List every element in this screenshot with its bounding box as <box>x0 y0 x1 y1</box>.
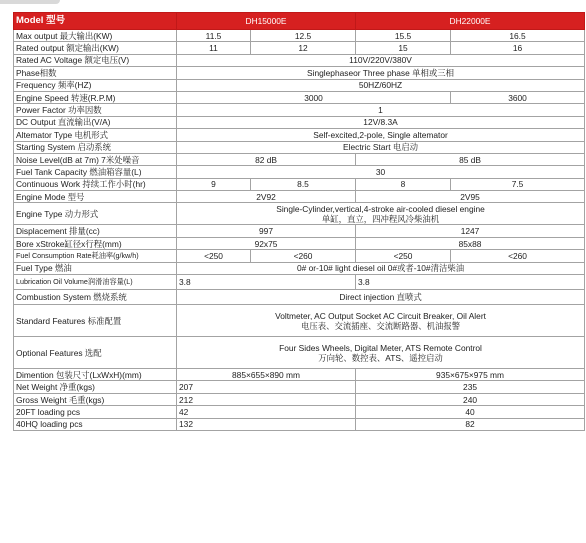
spec-table <box>13 12 585 431</box>
cell: 12V/8.3A <box>177 116 585 128</box>
standard-en: Voltmeter, AC Output Socket AC Circuit Breaker, Oil Alert <box>275 310 486 321</box>
row-label: Continuous Work 持续工作小时(hr) <box>14 178 177 190</box>
cell: 935×675×975 mm <box>356 369 585 381</box>
row-frequency <box>14 79 585 91</box>
row-engine-type <box>14 203 585 225</box>
cell: 42 <box>177 406 356 418</box>
cell <box>177 337 585 369</box>
row-engine-speed <box>14 91 585 103</box>
cell: 11.5 <box>177 30 251 42</box>
cell: 15.5 <box>356 30 451 42</box>
row-label: Displacement 排量(cc) <box>14 225 177 237</box>
cell: 85x88 <box>356 237 585 249</box>
cell: 3.8 <box>356 275 585 290</box>
row-alternator <box>14 129 585 141</box>
cell: 0# or-10# light diesel oil 0#或者-10#清洁柴油 <box>177 262 585 274</box>
cell: 3000 <box>177 91 451 103</box>
decorative-swoosh <box>0 0 60 4</box>
model-dh22000e: DH22000E <box>356 13 585 30</box>
row-label: Standard Features 标准配置 <box>14 305 177 337</box>
cell: 8 <box>356 178 451 190</box>
cell: 7.5 <box>451 178 585 190</box>
cell: Self-excited,2-pole, Single altemator <box>177 129 585 141</box>
row-label: Fuel Tank Capacity 燃油箱容量(L) <box>14 166 177 178</box>
cell: <260 <box>251 250 356 262</box>
cell: 3600 <box>451 91 585 103</box>
cell: 240 <box>356 393 585 405</box>
cell: 1247 <box>356 225 585 237</box>
row-label: DC Output 直流输出(V/A) <box>14 116 177 128</box>
cell: 207 <box>177 381 356 393</box>
optional-cn: 万向轮、数控表、ATS、遥控启动 <box>318 352 443 363</box>
cell: <250 <box>177 250 251 262</box>
cell: 50HZ/60HZ <box>177 79 585 91</box>
row-label: Lubrication Oil Volume润滑油容量(L) <box>14 275 177 290</box>
cell: 2V95 <box>356 191 585 203</box>
row-bore-stroke <box>14 237 585 249</box>
row-rated-output <box>14 42 585 54</box>
cell: 8.5 <box>251 178 356 190</box>
row-label: Max output 最大输出(KW) <box>14 30 177 42</box>
cell <box>177 305 585 337</box>
cell: 82 dB <box>177 153 356 165</box>
row-20ft <box>14 406 585 418</box>
cell: 997 <box>177 225 356 237</box>
row-standard-features <box>14 305 585 337</box>
cell: Direct injection 直喷式 <box>177 290 585 305</box>
cell: 2V92 <box>177 191 356 203</box>
cell: 3.8 <box>177 275 356 290</box>
row-label: Bore xStroke缸径x行程(mm) <box>14 237 177 249</box>
header-row <box>14 13 585 30</box>
row-label: Power Factor 功率因数 <box>14 104 177 116</box>
cell: 30 <box>177 166 585 178</box>
row-combustion <box>14 290 585 305</box>
cell: 9 <box>177 178 251 190</box>
row-engine-mode <box>14 191 585 203</box>
cell: 885×655×890 mm <box>177 369 356 381</box>
engine-type-en: Single-Cylinder,vertical,4-stroke air-cooled diesel engine <box>276 203 485 214</box>
row-label: Fuel Consumption Rate耗油率(g/kw/h) <box>14 250 177 262</box>
row-fuel-type <box>14 262 585 274</box>
cell <box>177 203 585 225</box>
row-label: Rated AC Voltage 额定电压(V) <box>14 54 177 66</box>
cell: 235 <box>356 381 585 393</box>
row-40hq <box>14 418 585 430</box>
cell: 110V/220V/380V <box>177 54 585 66</box>
cell: 11 <box>177 42 251 54</box>
row-continuous-work <box>14 178 585 190</box>
cell: 82 <box>356 418 585 430</box>
cell: 1 <box>177 104 585 116</box>
cell: 16 <box>451 42 585 54</box>
row-starting <box>14 141 585 153</box>
row-net-weight <box>14 381 585 393</box>
cell: 15 <box>356 42 451 54</box>
row-label: Engine Speed 转速(R.P.M) <box>14 91 177 103</box>
row-label: Altemator Type 电机形式 <box>14 129 177 141</box>
row-max-output <box>14 30 585 42</box>
cell: 16.5 <box>451 30 585 42</box>
optional-en: Four Sides Wheels, Digital Meter, ATS Remote Control <box>279 342 482 353</box>
standard-cn: 电压表、交流插座、交流断路器、机油报警 <box>300 320 461 331</box>
row-fuel-consumption <box>14 250 585 262</box>
top-decoration <box>0 0 586 10</box>
row-label: Noise Level(dB at 7m) 7米处噪音 <box>14 153 177 165</box>
row-label: Starting System 启动系统 <box>14 141 177 153</box>
cell: 40 <box>356 406 585 418</box>
row-noise <box>14 153 585 165</box>
cell: 92x75 <box>177 237 356 249</box>
row-label: 20FT loading pcs <box>14 406 177 418</box>
row-gross-weight <box>14 393 585 405</box>
row-label: 40HQ loading pcs <box>14 418 177 430</box>
row-label: Fuel Type 燃油 <box>14 262 177 274</box>
row-label: Dimention 包装尺寸(LxWxH)(mm) <box>14 369 177 381</box>
row-fuel-tank <box>14 166 585 178</box>
row-dimension <box>14 369 585 381</box>
cell: <260 <box>451 250 585 262</box>
cell: Singlephaseor Three phase 单相或三相 <box>177 67 585 79</box>
row-label: Optional Features 选配 <box>14 337 177 369</box>
row-displacement <box>14 225 585 237</box>
cell: 12.5 <box>251 30 356 42</box>
cell: 212 <box>177 393 356 405</box>
row-label: Combustion System 燃烧系统 <box>14 290 177 305</box>
engine-type-cn: 单缸，直立，四冲程风冷柴油机 <box>321 213 440 224</box>
row-label: Frequency 频率(HZ) <box>14 79 177 91</box>
cell: Electric Start 电启动 <box>177 141 585 153</box>
model-dh15000e: DH15000E <box>177 13 356 30</box>
row-lube-oil <box>14 275 585 290</box>
row-rated-voltage <box>14 54 585 66</box>
cell: <250 <box>356 250 451 262</box>
row-label: Rated output 额定输出(KW) <box>14 42 177 54</box>
row-label: Gross Weight 毛重(kgs) <box>14 393 177 405</box>
cell: 85 dB <box>356 153 585 165</box>
row-label: Phase相数 <box>14 67 177 79</box>
model-label: Model 型号 <box>14 13 177 30</box>
row-label: Net Weight 净重(kgs) <box>14 381 177 393</box>
row-power-factor <box>14 104 585 116</box>
row-phase <box>14 67 585 79</box>
row-label: Engine Mode 型号 <box>14 191 177 203</box>
row-dc-output <box>14 116 585 128</box>
row-optional-features <box>14 337 585 369</box>
cell: 12 <box>251 42 356 54</box>
row-label: Engine Type 动力形式 <box>14 203 177 225</box>
cell: 132 <box>177 418 356 430</box>
